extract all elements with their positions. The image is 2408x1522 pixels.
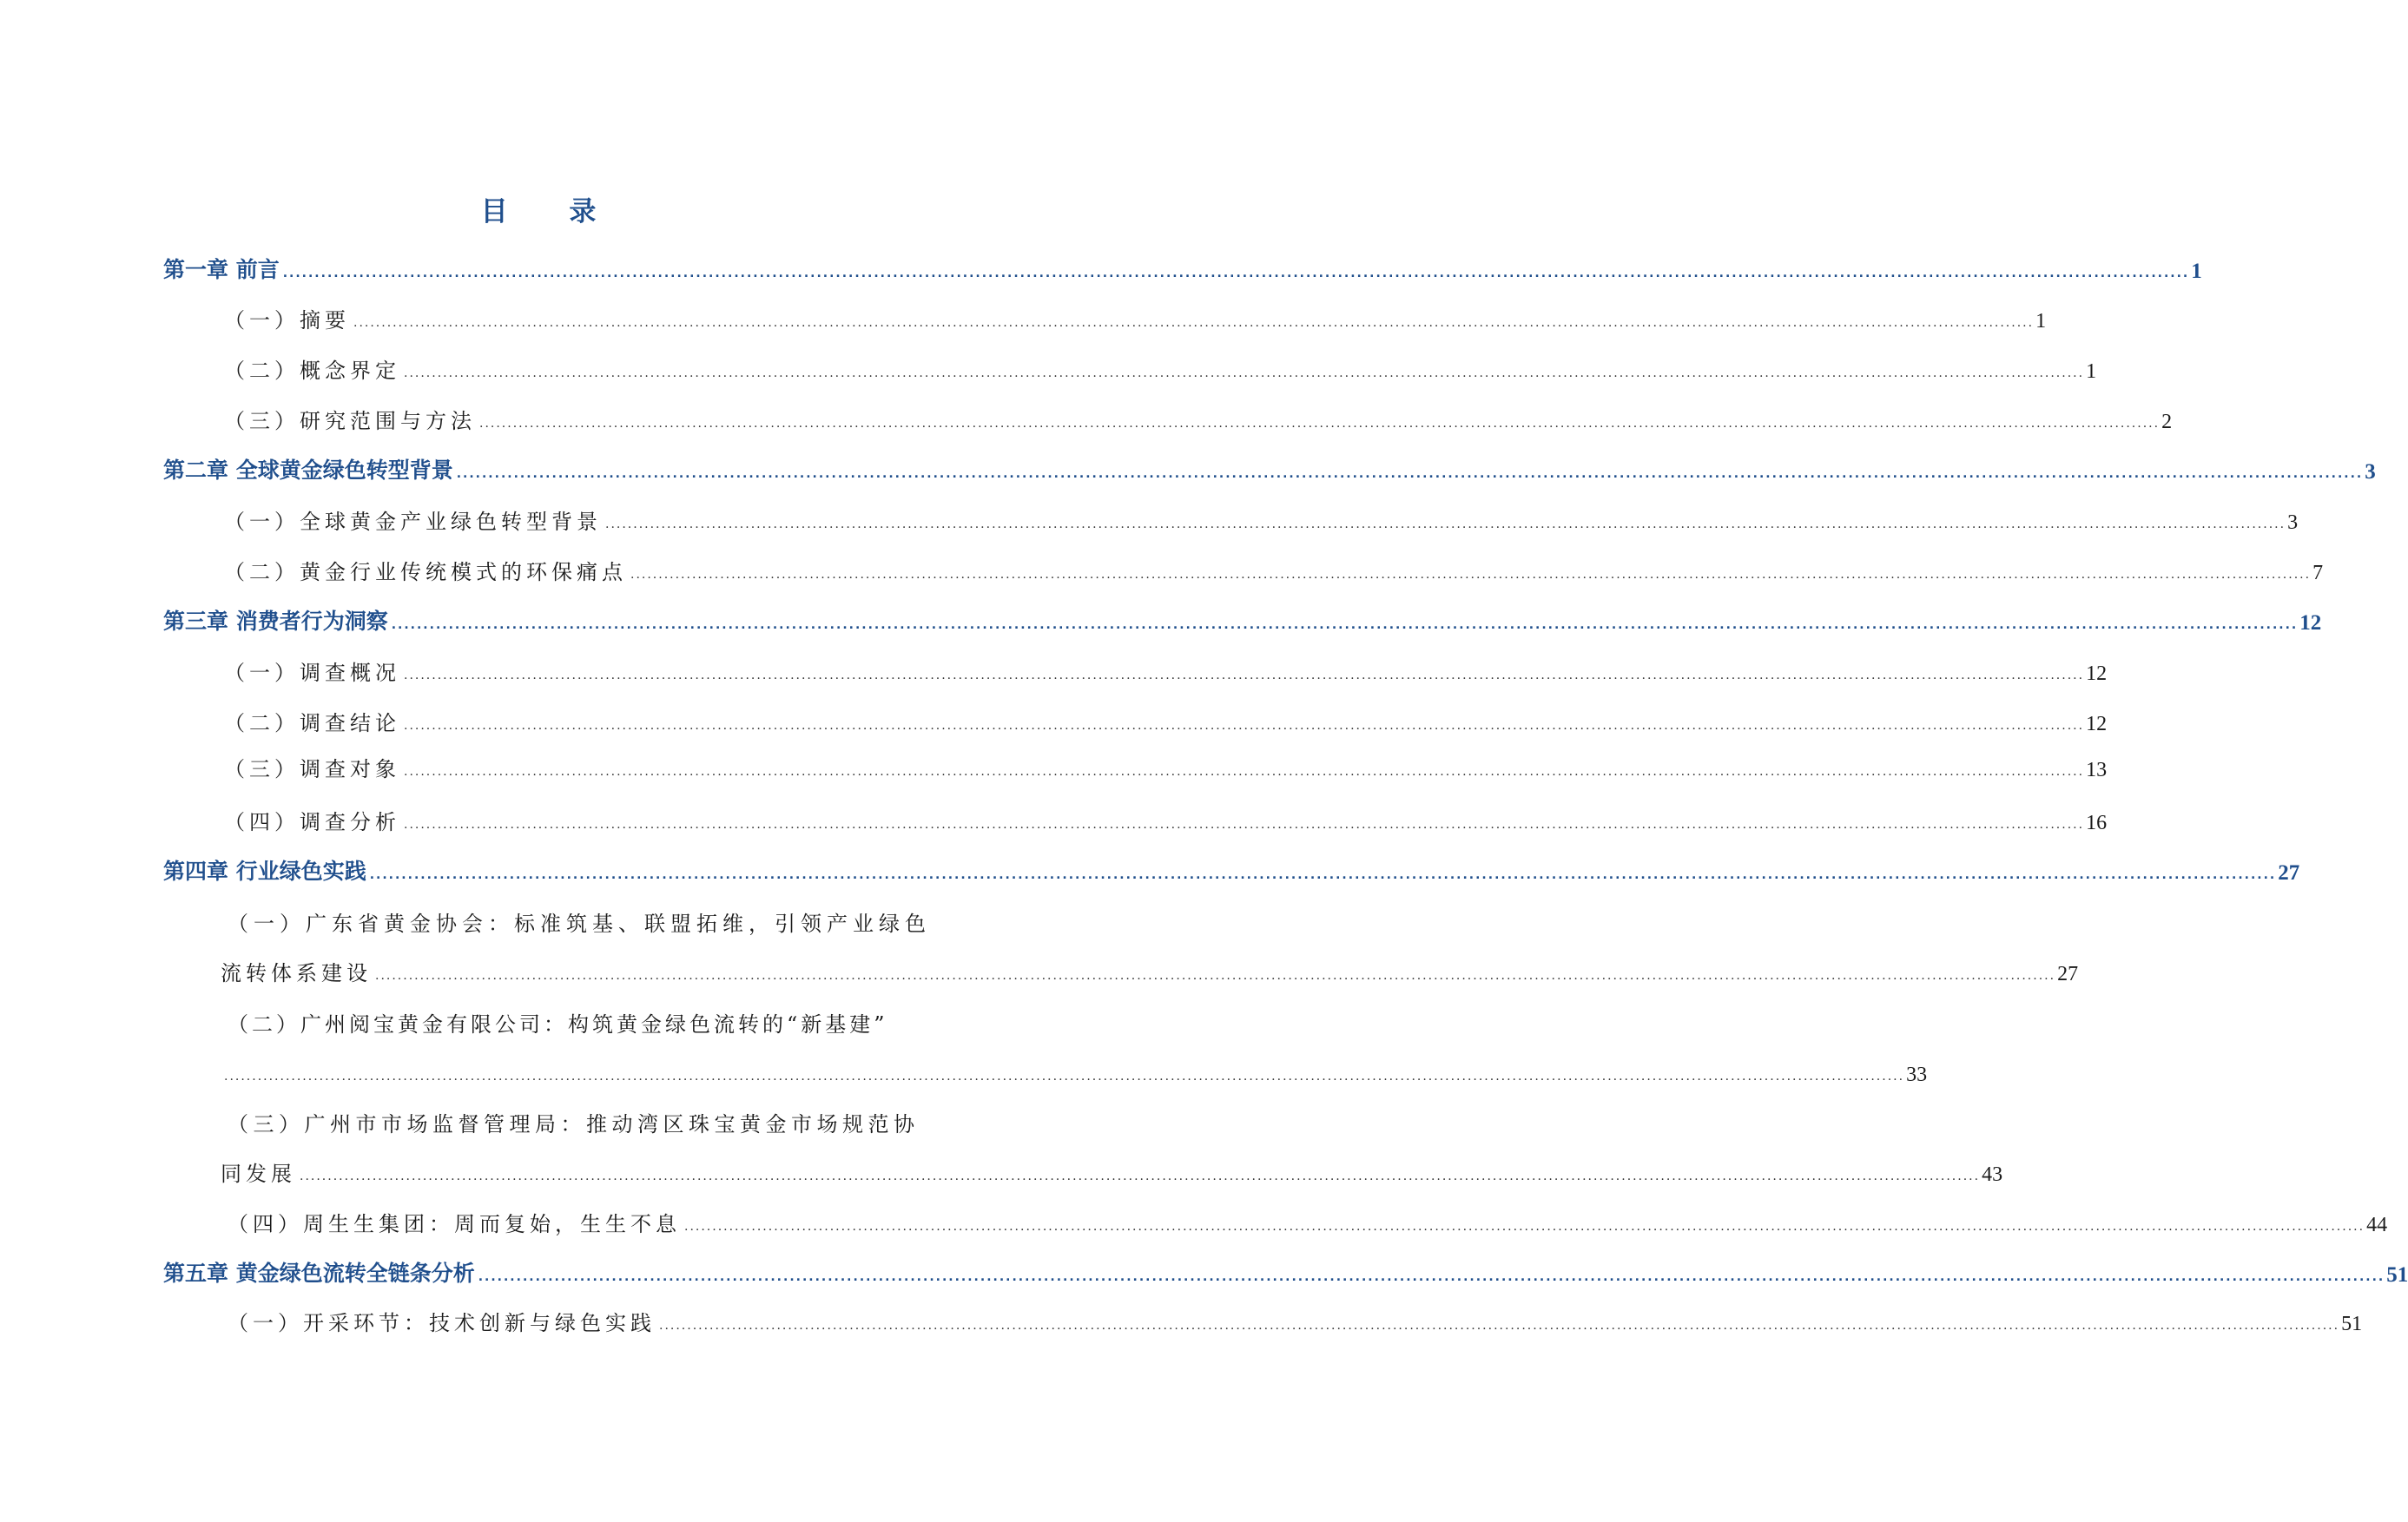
toc-entry-title-line1[interactable]: （三）广州市市场监督管理局：推动湾区珠宝黄金市场规范协: [228, 1112, 920, 1137]
dot-leader: ............................................................................................................................................................................................................................................................................................................: [659, 1319, 2340, 1333]
dot-leader: ............................................................................................................................................................................................................................................................................................................: [391, 618, 2299, 632]
toc-entry-title: 第二章 全球黄金绿色转型背景: [163, 458, 453, 483]
toc-section-entry[interactable]: [224, 806, 2108, 835]
toc-page-number: 44: [2366, 1214, 2388, 1236]
dot-leader: ............................................................................................................................................................................................................................................................................................................: [404, 719, 2085, 733]
dot-leader: ............................................................................................................................................................................................................................................................................................................: [224, 1070, 1905, 1084]
toc-entry-title: （二）黄金行业传统模式的环保痛点: [224, 560, 627, 584]
toc-section-entry[interactable]: [221, 957, 2079, 986]
dot-leader: ............................................................................................................................................................................................................................................................................................................: [369, 868, 2277, 882]
toc-page-number: 1: [2086, 360, 2097, 383]
toc-chapter-entry[interactable]: [163, 1258, 2408, 1288]
dot-leader: ............................................................................................................................................................................................................................................................................................................: [404, 366, 2085, 380]
toc-section-entry[interactable]: [224, 707, 2108, 736]
dot-leader: ............................................................................................................................................................................................................................................................................................................: [478, 1270, 2385, 1284]
toc-page-number: 16: [2086, 812, 2108, 834]
toc-section-entry[interactable]: [224, 656, 2108, 686]
page-title: 目 录: [480, 196, 623, 227]
dot-leader: ............................................................................................................................................................................................................................................................................................................: [404, 669, 2085, 682]
toc-section-entry[interactable]: [221, 1057, 1928, 1087]
toc-section-entry[interactable]: [221, 1157, 2003, 1187]
toc-entry-title: （二）概念界定: [224, 359, 400, 383]
dot-leader: ............................................................................................................................................................................................................................................................................................................: [456, 467, 2364, 481]
toc-entry-title: 第一章 前言: [163, 257, 280, 282]
toc-page-number: 1: [2191, 260, 2202, 283]
dot-leader: ............................................................................................................................................................................................................................................................................................................: [605, 517, 2286, 531]
toc-entry-title: （四）周生生集团：周而复始，生生不息: [228, 1212, 681, 1236]
toc-page-number: 27: [2278, 861, 2300, 885]
toc-section-entry[interactable]: [224, 505, 2299, 535]
toc-page-number: 12: [2086, 713, 2108, 735]
dot-leader: ............................................................................................................................................................................................................................................................................................................: [375, 969, 2056, 983]
toc-section-entry[interactable]: [224, 405, 2173, 434]
dot-leader: ............................................................................................................................................................................................................................................................................................................: [404, 818, 2085, 832]
toc-entry-title: （一）调查概况: [224, 661, 400, 685]
toc-entry-title-line1[interactable]: （一）广东省黄金协会：标准筑基、联盟拓维，引领产业绿色: [228, 912, 931, 936]
toc-chapter-entry[interactable]: [163, 856, 2300, 886]
toc-chapter-entry[interactable]: [163, 254, 2202, 284]
toc-page-number: 7: [2312, 562, 2324, 584]
toc-entry-title: 第三章 消费者行为洞察: [163, 609, 388, 634]
toc-page-number: 2: [2161, 411, 2173, 433]
toc-page-number: 12: [2086, 662, 2108, 685]
toc-entry-title: （三）调查对象: [224, 757, 400, 781]
dot-leader: ............................................................................................................................................................................................................................................................................................................: [630, 568, 2312, 582]
toc-entry-title-line2: 流转体系建设: [221, 961, 372, 985]
toc-page-number: 51: [2341, 1313, 2363, 1335]
dot-leader: ............................................................................................................................................................................................................................................................................................................: [479, 417, 2161, 431]
dot-leader: ............................................................................................................................................................................................................................................................................................................: [684, 1220, 2365, 1234]
toc-entry-title: （一）全球黄金产业绿色转型背景: [224, 510, 602, 534]
toc-entry-title-line1[interactable]: （二）广州阅宝黄金有限公司：构筑黄金绿色流转的“新基建”: [228, 1012, 888, 1037]
toc-entry-title: （四）调查分析: [224, 810, 400, 834]
toc-page-number: 33: [1906, 1064, 1928, 1086]
dot-leader: ............................................................................................................................................................................................................................................................................................................: [353, 316, 2035, 330]
dot-leader: ............................................................................................................................................................................................................................................................................................................: [300, 1170, 1981, 1183]
toc-page-number: 43: [1982, 1163, 2003, 1186]
toc-page-number: 12: [2299, 611, 2322, 635]
toc-chapter-entry[interactable]: [163, 455, 2376, 484]
toc-page-number: 1: [2035, 310, 2047, 333]
toc-section-entry[interactable]: [224, 753, 2108, 782]
toc-entry-title: （三）研究范围与方法: [224, 409, 476, 433]
toc-entry-title: （一）摘要: [224, 308, 350, 333]
toc-section-entry[interactable]: [224, 354, 2097, 384]
toc-section-entry[interactable]: [224, 556, 2324, 585]
toc-entry-title: （二）调查结论: [224, 711, 400, 735]
toc-page-number: 27: [2057, 963, 2079, 985]
toc-entry-title: 第五章 黄金绿色流转全链条分析: [163, 1261, 475, 1286]
toc-section-entry[interactable]: [228, 1208, 2388, 1237]
toc-page-number: 3: [2365, 460, 2376, 484]
toc-chapter-entry[interactable]: [163, 606, 2322, 636]
toc-section-entry[interactable]: [228, 1307, 2363, 1336]
toc-section-entry[interactable]: [224, 304, 2047, 333]
dot-leader: ............................................................................................................................................................................................................................................................................................................: [404, 765, 2085, 779]
toc-page-number: 3: [2287, 511, 2299, 534]
toc-entry-title: （一）开采环节：技术创新与绿色实践: [228, 1311, 656, 1335]
toc-entry-title-line2: 同发展: [221, 1162, 296, 1186]
dot-leader: ............................................................................................................................................................................................................................................................................................................: [282, 267, 2190, 280]
toc-page-number: 13: [2086, 759, 2108, 781]
toc-entry-title: 第四章 行业绿色实践: [163, 859, 366, 884]
toc-page-number: 51: [2386, 1263, 2408, 1287]
